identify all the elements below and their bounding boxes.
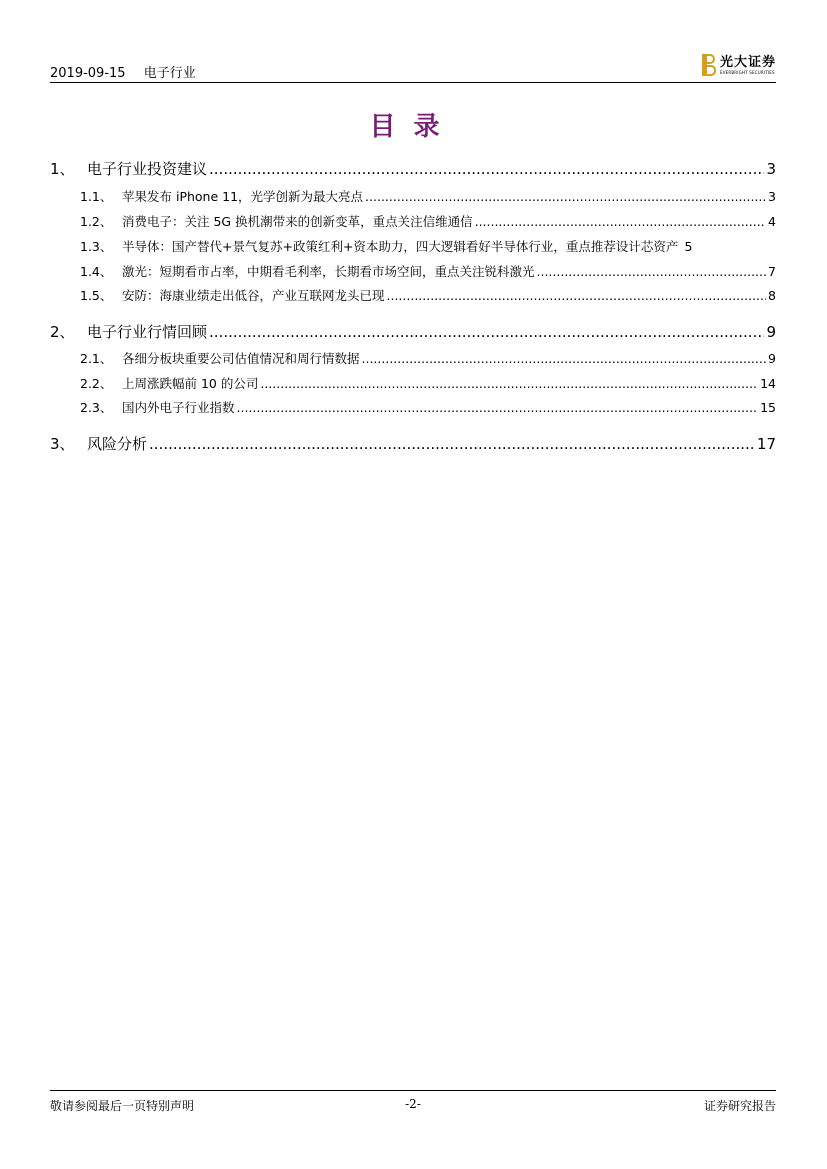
toc-text: 半导体：国产替代+景气复苏+政策红利+资本助力，四大逻辑看好半导体行业，重点推荐设计芯资产	[122, 239, 679, 254]
toc-leader-dots	[260, 376, 758, 391]
toc-number: 1.5、	[80, 288, 113, 303]
toc-page: 4	[768, 214, 776, 229]
toc-text: 消费电子：关注 5G 换机潮带来的创新变革，重点关注信维通信	[122, 214, 473, 229]
toc-text: 上周涨跌幅前 10 的公司	[122, 376, 259, 391]
toc-number: 2.3、	[80, 400, 113, 415]
toc-number: 1、	[50, 160, 75, 178]
company-logo	[702, 52, 776, 78]
header-left	[50, 62, 210, 81]
page-header	[50, 56, 776, 83]
toc-leader-dots	[209, 323, 764, 341]
toc-leader-dots	[237, 400, 759, 415]
footer-report-type: 证券研究报告	[703, 1099, 776, 1113]
toc-text: 各细分板块重要公司估值情况和周行情数据	[122, 351, 360, 366]
toc-number: 2.1、	[80, 351, 113, 366]
toc-leader-dots	[537, 264, 767, 279]
toc-page: 9	[766, 323, 776, 341]
toc-leader-dots	[475, 214, 766, 229]
toc-text: 安防：海康业绩走出低谷，产业互联网龙头已现	[122, 288, 385, 303]
toc-entry-2[interactable]	[50, 321, 776, 342]
toc-entry-2-1[interactable]	[80, 349, 776, 367]
logo-english-name: EVERBRIGHT SECURITIES	[719, 69, 775, 75]
toc-entry-1-4[interactable]	[80, 262, 776, 280]
toc-page: 9	[768, 351, 776, 366]
header-date: 2019-09-15	[50, 66, 126, 81]
toc-text: 电子行业投资建议	[87, 160, 208, 178]
logo-chinese-name: 光大证券	[719, 54, 776, 70]
toc-number: 1.3、	[80, 239, 113, 254]
logo-mark-icon	[702, 54, 716, 76]
toc-number: 1.4、	[80, 264, 113, 279]
toc-leader-dots	[209, 160, 764, 178]
footer-disclaimer: 敬请参阅最后一页特别声明	[50, 1099, 195, 1113]
toc-entry-1-2[interactable]	[80, 212, 776, 230]
toc-page: 17	[756, 435, 776, 453]
toc-page: 14	[760, 376, 776, 391]
toc-leader-dots	[149, 435, 755, 453]
toc-page: 15	[760, 400, 776, 415]
header-industry: 电子行业	[143, 66, 196, 81]
toc-page: 8	[768, 288, 776, 303]
toc-text: 电子行业行情回顾	[87, 323, 208, 341]
toc-number: 1.2、	[80, 214, 113, 229]
toc-entry-1-5[interactable]	[80, 286, 776, 304]
toc-text: 苹果发布 iPhone 11，光学创新为最大亮点	[122, 189, 364, 204]
page-footer	[50, 1090, 776, 1113]
toc-page: 5	[684, 239, 693, 254]
toc-number: 2、	[50, 323, 75, 341]
toc-text: 风险分析	[87, 435, 148, 453]
toc-entry-1[interactable]	[50, 158, 776, 179]
toc-entry-1-3[interactable]	[80, 237, 776, 255]
toc-leader-dots	[387, 288, 767, 303]
toc-entry-1-1[interactable]	[80, 187, 776, 205]
toc-leader-dots	[365, 189, 766, 204]
toc-page: 7	[768, 264, 776, 279]
toc-entry-2-3[interactable]	[80, 398, 776, 416]
toc-text: 激光：短期看市占率，中期看毛利率，长期看市场空间，重点关注锐科激光	[122, 264, 535, 279]
toc-leader-dots	[362, 351, 767, 366]
footer-page-number: -2-	[405, 1097, 421, 1111]
toc-page: 3	[768, 189, 776, 204]
toc-entry-2-2[interactable]	[80, 374, 776, 392]
toc-text: 国内外电子行业指数	[122, 400, 235, 415]
toc-page: 3	[766, 160, 776, 178]
toc-entry-3[interactable]	[50, 433, 776, 454]
toc-number: 2.2、	[80, 376, 113, 391]
toc-number: 3、	[50, 435, 75, 453]
toc-title: 目录	[369, 112, 458, 142]
toc-number: 1.1、	[80, 189, 113, 204]
